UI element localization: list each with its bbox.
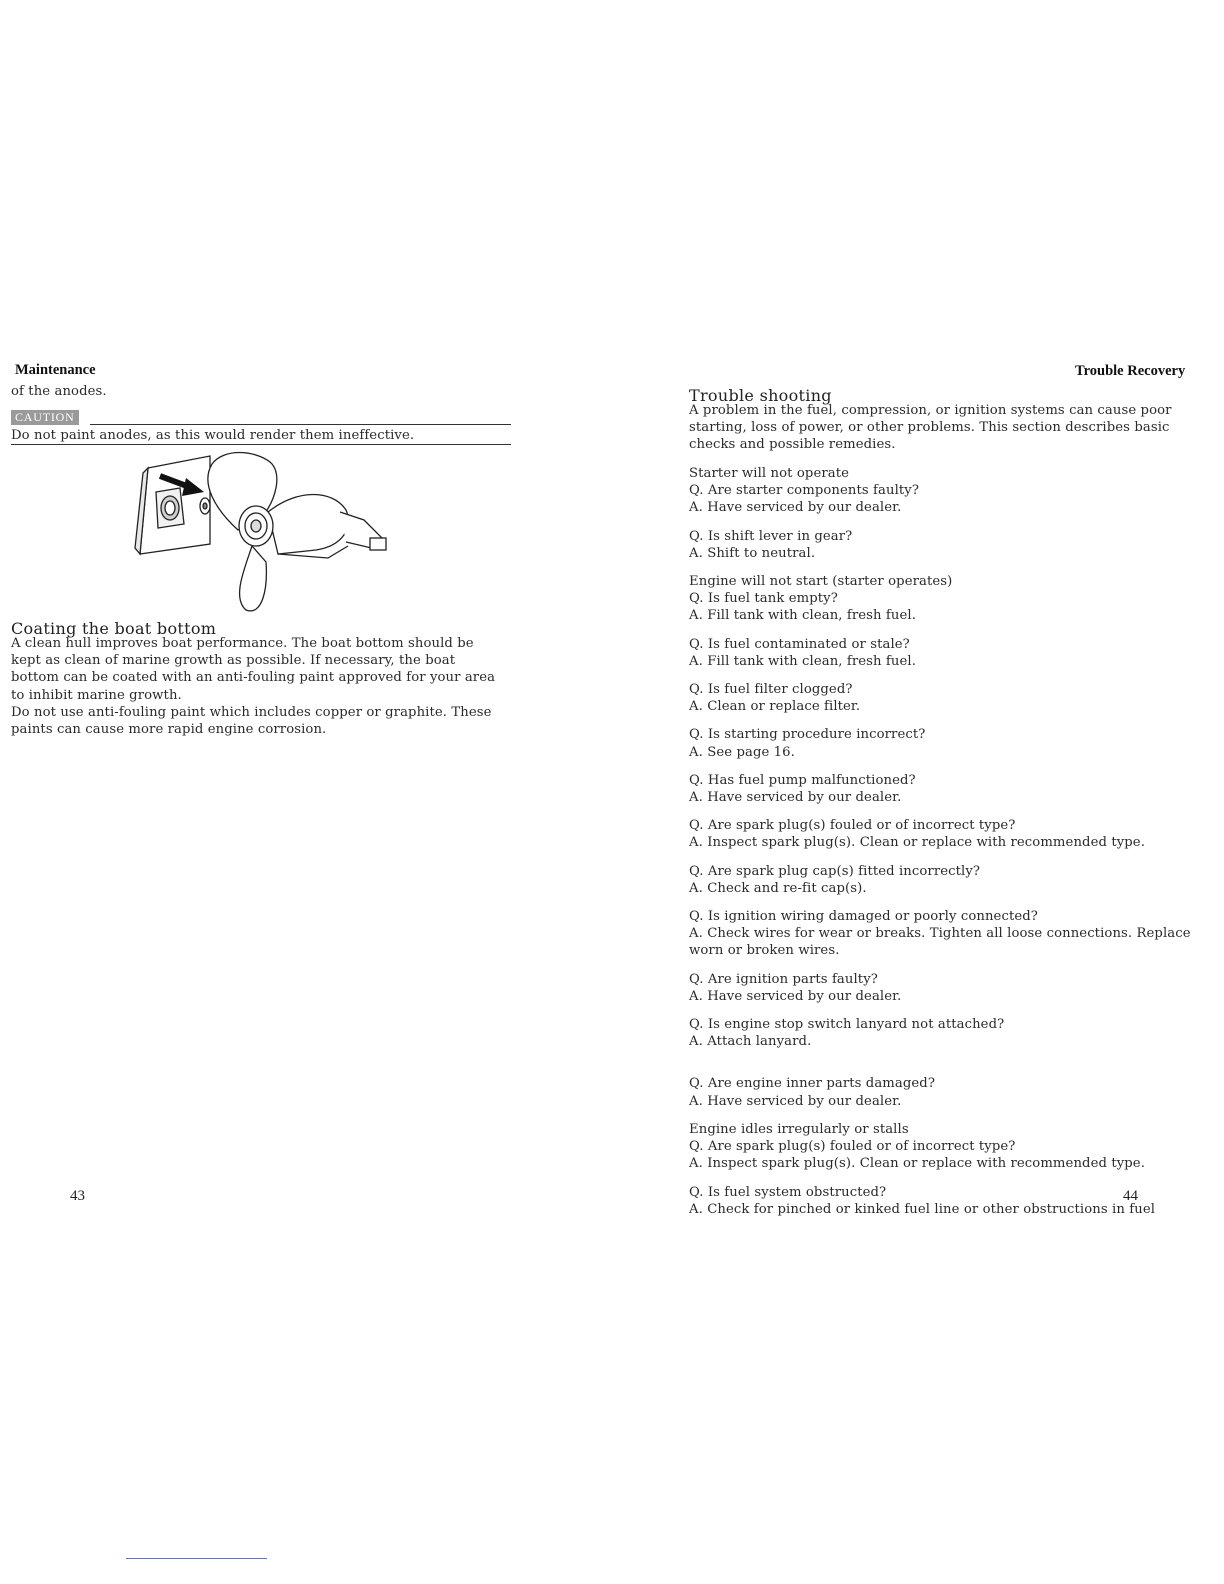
qa-item bbox=[689, 908, 1194, 960]
qa-item bbox=[689, 681, 1194, 715]
question: Q. Are ignition parts faulty? bbox=[689, 971, 878, 987]
caution-rule bbox=[90, 424, 511, 425]
troubleshooting-intro: A problem in the fuel, compression, or ignition systems can cause poor starting, loss of power, or other problems. This section describes basic checks and possible remedies. bbox=[689, 403, 1172, 453]
coating-text bbox=[11, 635, 505, 738]
bottom-rule bbox=[126, 1558, 267, 1559]
answer: A. See page 16. bbox=[689, 744, 795, 760]
propeller-anode-icon bbox=[128, 450, 394, 614]
qa-item bbox=[689, 772, 1194, 806]
anode-figure bbox=[128, 450, 394, 614]
answer: A. Clean or replace filter. bbox=[689, 699, 861, 715]
qa-item bbox=[689, 590, 1194, 624]
caution-text: Do not paint anodes, as this would render them ineffective. bbox=[11, 427, 511, 445]
answer: A. Inspect spark plug(s). Clean or replace with recommended type. bbox=[689, 1156, 1146, 1172]
section-title-engine-no-start: Engine will not start (starter operates) bbox=[689, 574, 953, 590]
answer: A. Check wires for wear or breaks. Tighten all loose connections. Replace worn or broken wires. bbox=[689, 926, 1191, 959]
question: Q. Are engine inner parts damaged? bbox=[689, 1076, 936, 1092]
answer: A. Have serviced by our dealer. bbox=[689, 790, 902, 806]
qa-item bbox=[689, 1138, 1194, 1172]
troubleshooting-list bbox=[689, 465, 1194, 1229]
question: Q. Is fuel tank empty? bbox=[689, 591, 838, 607]
left-intro-text: of the anodes. bbox=[11, 384, 107, 399]
question: Q. Are spark plug(s) fouled or of incorrect type? bbox=[689, 818, 1016, 834]
qa-item bbox=[689, 636, 1194, 670]
answer: A. Have serviced by our dealer. bbox=[689, 500, 902, 516]
answer: A. Have serviced by our dealer. bbox=[689, 988, 902, 1004]
answer: A. Check and re-fit cap(s). bbox=[689, 880, 867, 896]
question: Q. Is shift lever in gear? bbox=[689, 528, 853, 544]
question: Q. Is fuel contaminated or stale? bbox=[689, 636, 910, 652]
question: Q. Are spark plug(s) fouled or of incorrect type? bbox=[689, 1139, 1016, 1155]
qa-item bbox=[689, 528, 1194, 562]
page-number-left: 43 bbox=[70, 1188, 85, 1204]
answer: A. Fill tank with clean, fresh fuel. bbox=[689, 608, 917, 624]
coating-paragraph-1: A clean hull improves boat performance. The boat bottom should be kept as clean of marine growth as possible. If necessary, the boat bottom can be coated with an anti-fouling paint approved for your area to inhibit marine growth. bbox=[11, 636, 496, 703]
qa-item bbox=[689, 1075, 1194, 1109]
answer: A. Have serviced by our dealer. bbox=[689, 1093, 902, 1109]
qa-item bbox=[689, 726, 1194, 760]
troubleshooting-heading: Trouble shooting bbox=[689, 386, 832, 405]
question: Q. Is fuel system obstructed? bbox=[689, 1184, 887, 1200]
coating-paragraph-2: Do not use anti-fouling paint which includes copper or graphite. These paints can cause more rapid engine corrosion. bbox=[11, 704, 492, 738]
answer: A. Fill tank with clean, fresh fuel. bbox=[689, 653, 917, 669]
section-title-starter: Starter will not operate bbox=[689, 466, 850, 481]
qa-item bbox=[689, 863, 1194, 897]
qa-item bbox=[689, 971, 1194, 1005]
coating-heading: Coating the boat bottom bbox=[11, 619, 217, 638]
answer: A. Inspect spark plug(s). Clean or replace with recommended type. bbox=[689, 835, 1146, 851]
right-page-header: Trouble Recovery bbox=[1075, 363, 1186, 379]
caution-header bbox=[11, 410, 511, 426]
question: Q. Are starter components faulty? bbox=[689, 483, 920, 499]
qa-item bbox=[689, 1016, 1194, 1050]
qa-item bbox=[689, 817, 1194, 851]
question: Q. Is starting procedure incorrect? bbox=[689, 727, 926, 743]
question: Q. Are spark plug cap(s) fitted incorrectly? bbox=[689, 863, 981, 879]
qa-item bbox=[689, 482, 1194, 516]
question: Q. Is fuel filter clogged? bbox=[689, 682, 853, 698]
page-number-right: 44 bbox=[1123, 1188, 1138, 1204]
question: Q. Is engine stop switch lanyard not attached? bbox=[689, 1017, 1005, 1033]
answer: A. Shift to neutral. bbox=[689, 545, 816, 561]
section-title-idles: Engine idles irregularly or stalls bbox=[689, 1121, 909, 1137]
left-page-header: Maintenance bbox=[15, 362, 96, 378]
question: Q. Is ignition wiring damaged or poorly connected? bbox=[689, 909, 1038, 925]
answer: A. Check for pinched or kinked fuel line or other obstructions in fuel bbox=[689, 1201, 1156, 1217]
caution-badge: CAUTION bbox=[11, 410, 79, 425]
answer: A. Attach lanyard. bbox=[689, 1034, 812, 1050]
question: Q. Has fuel pump malfunctioned? bbox=[689, 772, 916, 788]
qa-item bbox=[689, 1184, 1194, 1218]
